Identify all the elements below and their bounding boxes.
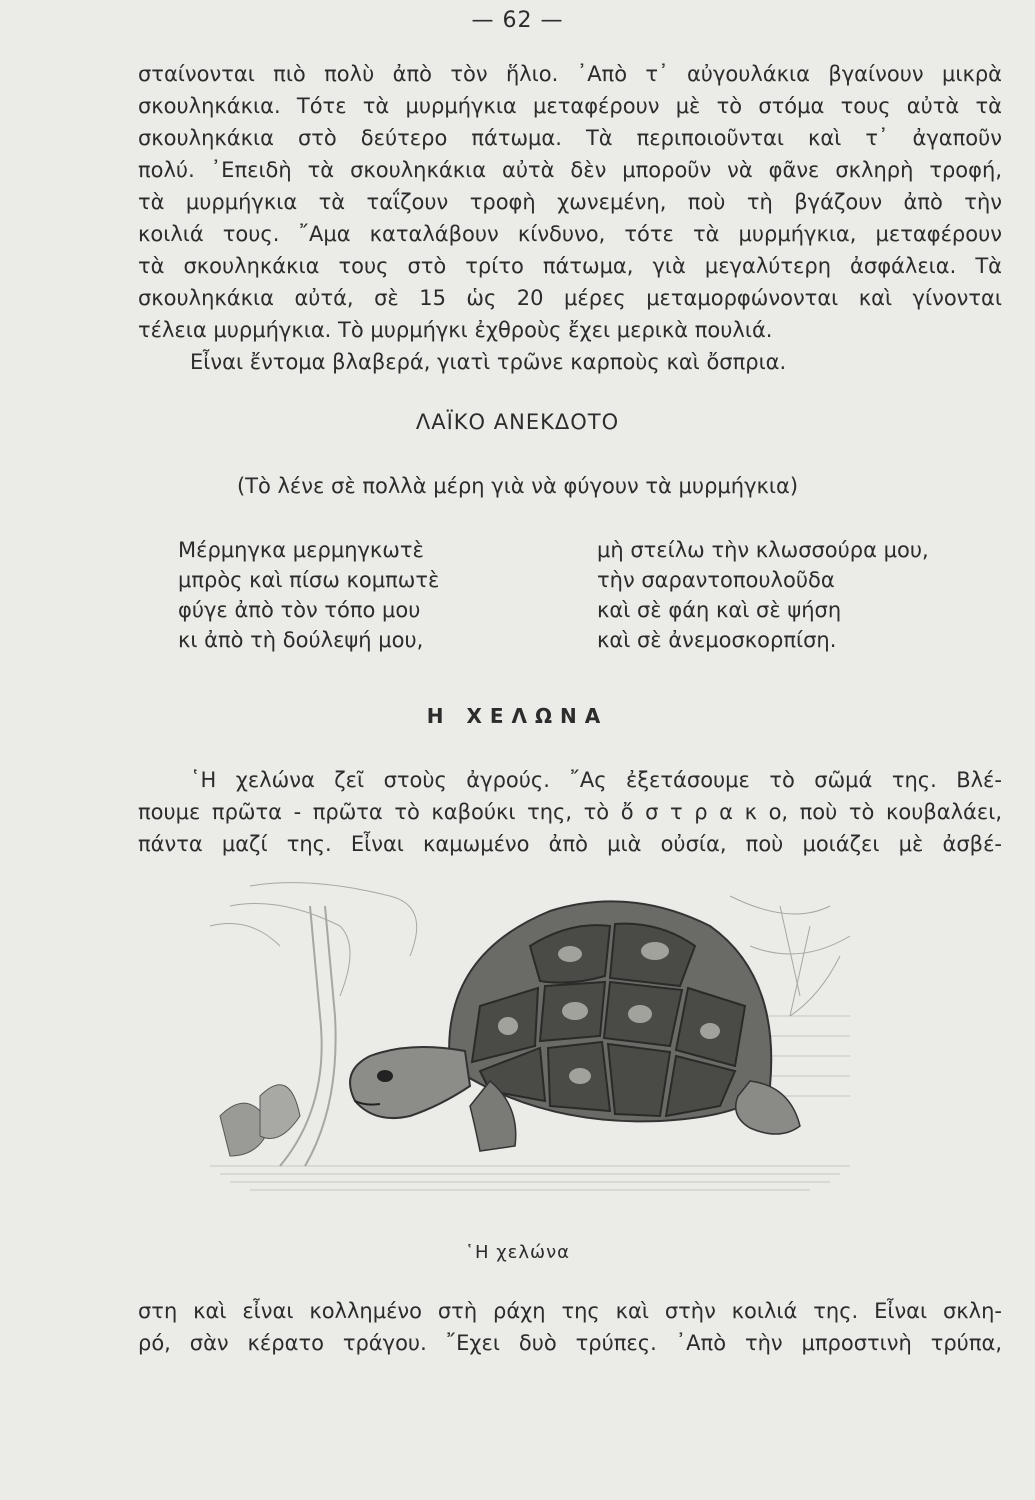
paragraph-ants — [138, 58, 1002, 378]
text-line: κοιλιά τους. ῎Αμα καταλάβουν κίνδυνο, τότε τὰ μυρμήγκια, μεταφέρουν — [138, 222, 1002, 246]
text-line: πουμε πρῶτα - πρῶτα τὸ καβούκι της, τὸ ὄ σ τ ρ α κ ο, ποὺ τὸ κουβαλάει, — [138, 800, 1002, 824]
turtle-section-title: Η ΧΕΛΩΝΑ — [426, 704, 609, 728]
text-line: στη καὶ εἶναι κολλημένο στὴ ράχη της καὶ στὴν κοιλιά της. Εἶναι σκλη- — [138, 1299, 1002, 1323]
page-number: — 62 — — [471, 8, 564, 33]
poem-line: Μέρμηγκα μερμηγκωτὲ — [178, 538, 424, 562]
poem-line: τὴν σαραντοπουλοῦδα — [597, 568, 835, 592]
text-line: πάντα μαζί της. Εἶναι καμωμένο ἀπὸ μιὰ οὐσία, ποὺ μοιάζει μὲ ἀσβέ- — [138, 832, 1002, 856]
text-line: πολύ. ᾿Επειδὴ τὰ σκουληκάκια αὐτὰ δὲν μποροῦν νὰ φᾶνε σκληρὴ τροφή, — [138, 158, 1002, 182]
poem-right-column — [597, 535, 929, 655]
poem-line: μπρὸς καὶ πίσω κομπωτὲ — [178, 568, 440, 592]
text-line: τὰ σκουληκάκια τους στὸ τρίτο πάτωμα, γιὰ μεγαλύτερη ἀσφάλεια. Τὰ — [138, 254, 1002, 278]
poem-line: κι ἀπὸ τὴ δούλεψή μου, — [178, 628, 424, 652]
text-line: σταίνονται πιὸ πολὺ ἀπὸ τὸν ἥλιο. ᾿Απὸ τ᾿ αὐγουλάκια βγαίνουν μικρὰ — [138, 62, 1002, 86]
poem-line: καὶ σὲ φάη καὶ σὲ ψήση — [597, 598, 842, 622]
anecdote-title: ΛΑΪΚΟ ΑΝΕΚΔΟΤΟ — [415, 410, 620, 434]
poem-line: μὴ στείλω τὴν κλωσσούρα μου, — [597, 538, 929, 562]
poem-left-column — [178, 535, 439, 655]
paragraph-turtle-continuation — [138, 1295, 1002, 1359]
paragraph-turtle-intro — [138, 764, 1002, 860]
text-line: σκουληκάκια. Τότε τὰ μυρμήγκια μεταφέρουν μὲ τὸ στόμα τους αὐτὰ τὰ — [138, 94, 1002, 118]
anecdote-subtitle: (Τὸ λένε σὲ πολλὰ μέρη γιὰ νὰ φύγουν τὰ μυρμήγκια) — [236, 474, 799, 498]
text-line: τέλεια μυρμήγκια. Τὸ μυρμήγκι ἐχθροὺς ἔχει μερικὰ πουλιά. — [138, 318, 773, 342]
poem-line: καὶ σὲ ἀνεμοσκορπίση. — [597, 628, 837, 652]
text-line: σκουληκάκια αὐτά, σὲ 15 ὡς 20 μέρες μεταμορφώνονται καὶ γίνονται — [138, 286, 1002, 310]
text-line: ρό, σὰν κέρατο τράγου. ῎Εχει δυὸ τρύπες. ᾿Απὸ τὴν μπροστινὴ τρύπα, — [138, 1331, 1002, 1355]
illustration-caption: ῾Η χελώνα — [464, 1242, 571, 1263]
poem-line: φύγε ἀπὸ τὸν τόπο μου — [178, 598, 421, 622]
text-line: Εἶναι ἔντομα βλαβερά, γιατὶ τρῶνε καρποὺς καὶ ὄσπρια. — [190, 350, 787, 374]
turtle-illustration — [190, 866, 870, 1196]
text-line: σκουληκάκια στὸ δεύτερο πάτωμα. Τὰ περιποιοῦνται καὶ τ᾿ ἀγαποῦν — [138, 126, 1002, 150]
text-line: ῾Η χελώνα ζεῖ στοὺς ἀγρούς. ῎Ας ἐξετάσουμε τὸ σῶμά της. Βλέ- — [190, 768, 1002, 792]
text-line: τὰ μυρμήγκια τὰ ταΐζουν τροφὴ χωνεμένη, ποὺ τὴ βγάζουν ἀπὸ τὴν — [138, 190, 1002, 214]
